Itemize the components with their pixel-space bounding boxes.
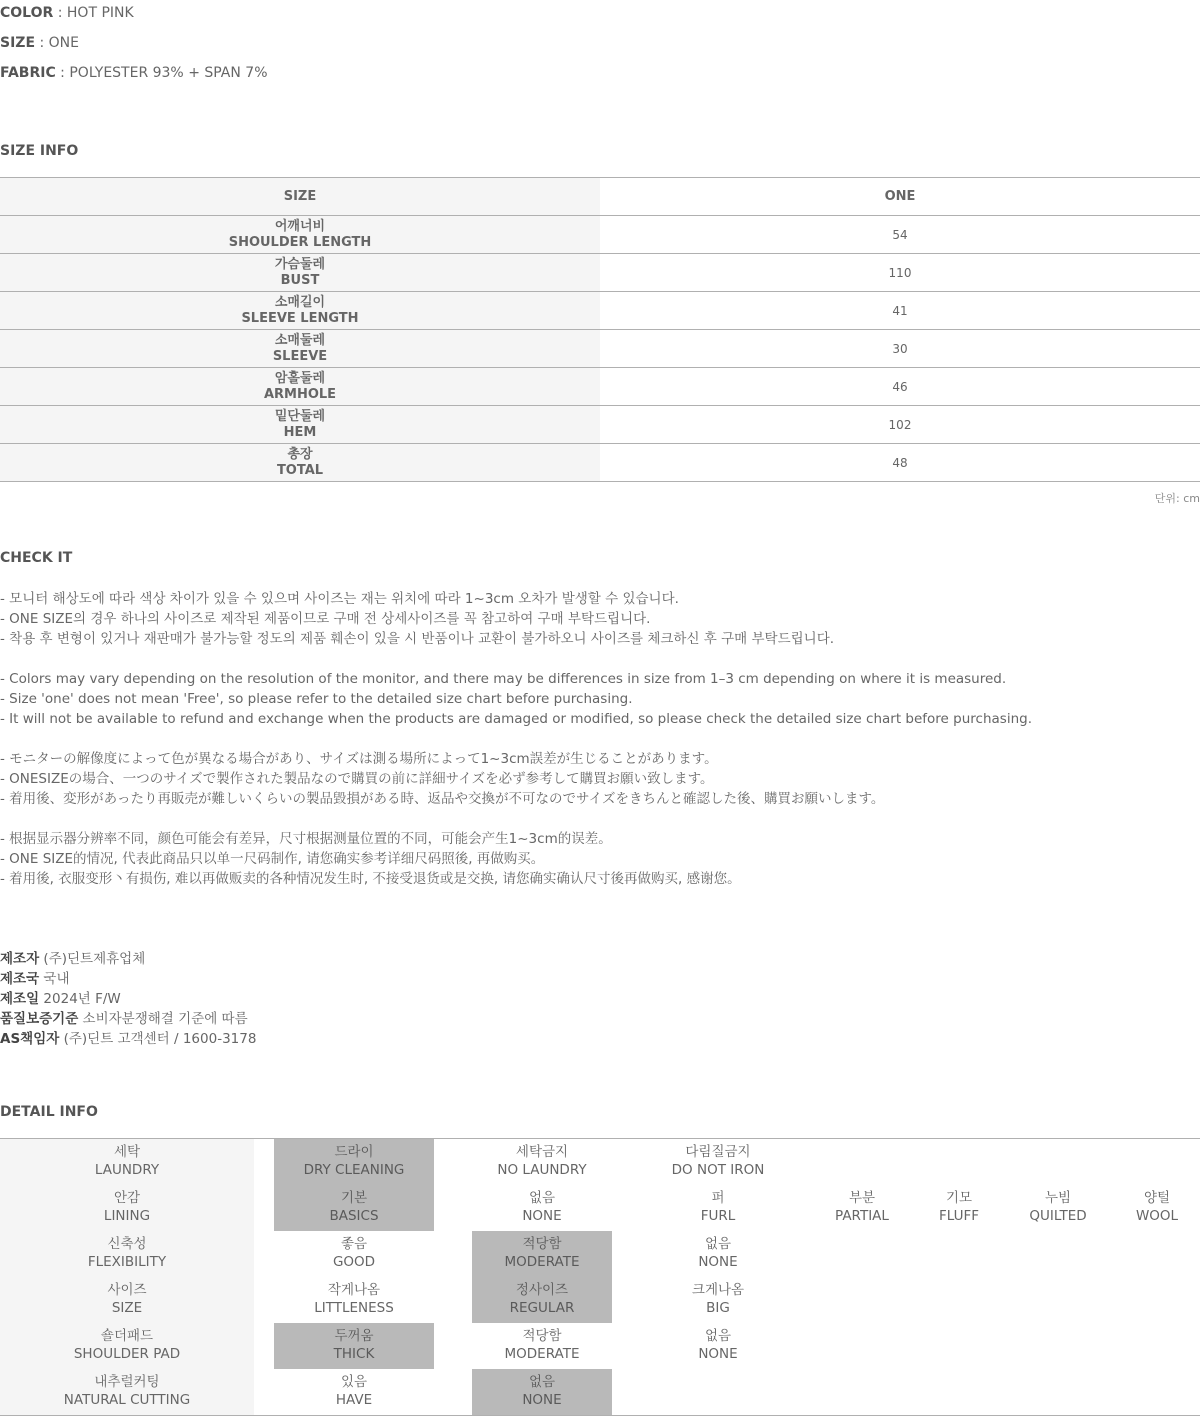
check-line: - 착용 후 변형이 있거나 재판매가 불가능할 정도의 제품 훼손이 있을 시 반품이나 교환이 불가하오니 사이즈를 체크하신 후 구매 부탁드립니다. bbox=[0, 631, 835, 647]
measure-label-en: SHOULDER LENGTH bbox=[228, 234, 372, 250]
detail-option-en: NONE bbox=[522, 1208, 562, 1224]
check-group-japanese bbox=[0, 749, 1200, 809]
detail-option bbox=[648, 1277, 788, 1323]
spec-value: ONE bbox=[48, 35, 79, 51]
manufacturer-label: 제조국 bbox=[0, 971, 40, 987]
manufacturer-value: 2024년 F/W bbox=[43, 991, 121, 1007]
measure-value: 110 bbox=[600, 254, 1200, 292]
measure-value: 48 bbox=[600, 444, 1200, 482]
detail-option bbox=[274, 1277, 434, 1323]
detail-option-ko: 없음 bbox=[704, 1328, 732, 1344]
manufacturer-line bbox=[0, 989, 256, 1009]
detail-option bbox=[648, 1323, 788, 1369]
detail-option-en: QUILTED bbox=[1029, 1208, 1087, 1224]
check-group-korean bbox=[0, 589, 1200, 649]
detail-option-ko: 있음 bbox=[340, 1374, 368, 1390]
measure-value: 102 bbox=[600, 406, 1200, 444]
detail-info-title: DETAIL INFO bbox=[0, 1104, 98, 1120]
detail-option-en: GOOD bbox=[332, 1254, 376, 1270]
measure-label-en: HEM bbox=[283, 424, 317, 440]
check-line: - Size 'one' does not mean 'Free', so please refer to the detailed size chart before purchasing. bbox=[0, 691, 633, 707]
check-line: - Colors may vary depending on the resolution of the monitor, and there may be differences in size from 1–3 cm depending on where it is measured. bbox=[0, 671, 1007, 687]
detail-row-label bbox=[0, 1231, 254, 1277]
detail-option-ko: 부분 bbox=[848, 1190, 876, 1206]
detail-option-ko: 기모 bbox=[945, 1190, 973, 1206]
measure-value: 54 bbox=[600, 216, 1200, 254]
measure-label bbox=[0, 254, 600, 292]
table-row bbox=[0, 406, 1200, 444]
measure-value: 46 bbox=[600, 368, 1200, 406]
manufacturer-line bbox=[0, 1009, 256, 1029]
detail-option-ko: 두꺼움 bbox=[334, 1328, 374, 1344]
measure-label-en: TOTAL bbox=[276, 462, 324, 478]
detail-option bbox=[648, 1139, 788, 1185]
detail-label-ko: 사이즈 bbox=[107, 1282, 147, 1298]
measure-label bbox=[0, 406, 600, 444]
detail-option bbox=[472, 1277, 612, 1323]
table-row bbox=[0, 216, 1200, 254]
detail-option-ko: 없음 bbox=[704, 1236, 732, 1252]
detail-row-label bbox=[0, 1369, 254, 1415]
detail-option-en: FURL bbox=[700, 1208, 736, 1224]
measure-value: 30 bbox=[600, 330, 1200, 368]
spec-color bbox=[0, 4, 134, 22]
detail-option-en: REGULAR bbox=[509, 1300, 575, 1316]
table-row bbox=[0, 368, 1200, 406]
spec-separator: : bbox=[35, 35, 49, 51]
spec-size bbox=[0, 34, 79, 52]
manufacturer-value: 소비자분쟁해결 기준에 따름 bbox=[82, 1011, 248, 1027]
detail-option-en: HAVE bbox=[335, 1392, 373, 1408]
detail-label-en: LINING bbox=[103, 1208, 151, 1224]
check-line: - It will not be available to refund and exchange when the products are damaged or modified, so please check the detailed size chart before purchasing. bbox=[0, 711, 1032, 727]
spec-fabric bbox=[0, 64, 268, 82]
detail-label-ko: 내추럴커팅 bbox=[94, 1374, 160, 1390]
detail-option-en: NONE bbox=[698, 1346, 738, 1362]
measure-label-ko: 소매길이 bbox=[274, 294, 326, 310]
detail-label-ko: 신축성 bbox=[107, 1236, 147, 1252]
detail-option bbox=[472, 1323, 612, 1369]
detail-option bbox=[648, 1231, 788, 1277]
detail-option-ko: 정사이즈 bbox=[515, 1282, 569, 1298]
check-line: - ONE SIZE의 경우 하나의 사이즈로 제작된 제품이므로 구매 전 상세사이즈를 꼭 참고하여 구매 부탁드립니다. bbox=[0, 611, 651, 627]
measure-label bbox=[0, 216, 600, 254]
detail-option bbox=[274, 1323, 434, 1369]
detail-option bbox=[812, 1185, 912, 1231]
detail-option-en: FLUFF bbox=[938, 1208, 980, 1224]
measure-label-en: SLEEVE LENGTH bbox=[241, 310, 359, 326]
measure-label bbox=[0, 368, 600, 406]
detail-option bbox=[472, 1231, 612, 1277]
detail-option-ko: 퍼 bbox=[711, 1190, 725, 1206]
detail-option-ko: 없음 bbox=[528, 1190, 556, 1206]
detail-row-label bbox=[0, 1323, 254, 1369]
spec-value: POLYESTER 93% + SPAN 7% bbox=[69, 65, 268, 81]
detail-option-ko: 적당함 bbox=[522, 1236, 562, 1252]
manufacturer-label: 제조일 bbox=[0, 991, 40, 1007]
manufacturer-value: (주)딘트 고객센터 / 1600-3178 bbox=[63, 1031, 257, 1047]
measure-label-ko: 소매둘레 bbox=[274, 332, 326, 348]
detail-option-ko: 양털 bbox=[1143, 1190, 1171, 1206]
detail-option-ko: 적당함 bbox=[522, 1328, 562, 1344]
detail-option-ko: 작게나옴 bbox=[327, 1282, 381, 1298]
detail-option-en: WOOL bbox=[1135, 1208, 1179, 1224]
check-line: - 모니터 해상도에 따라 색상 차이가 있을 수 있으며 사이즈는 재는 위치에 따라 1~3cm 오차가 발생할 수 있습니다. bbox=[0, 591, 679, 607]
detail-option bbox=[274, 1369, 434, 1415]
check-line: - ONESIZEの場合、一つのサイズで製作された製品なので購買の前に詳細サイズを必ず参考して購買お願い致します。 bbox=[0, 771, 714, 787]
size-info-title: SIZE INFO bbox=[0, 143, 79, 159]
table-row bbox=[0, 292, 1200, 330]
detail-option bbox=[472, 1139, 612, 1185]
detail-row-label bbox=[0, 1185, 254, 1231]
measure-label-en: SLEEVE bbox=[272, 348, 328, 364]
detail-label-en: LAUNDRY bbox=[94, 1162, 160, 1178]
detail-option-ko: 누빔 bbox=[1044, 1190, 1072, 1206]
detail-option-ko: 크게나옴 bbox=[691, 1282, 745, 1298]
detail-option-ko: 다림질금지 bbox=[685, 1144, 751, 1160]
measure-label-en: BUST bbox=[280, 272, 320, 288]
unit-note: 단위: cm bbox=[1154, 492, 1200, 505]
spec-label: SIZE bbox=[0, 35, 36, 51]
spec-separator: : bbox=[53, 5, 67, 21]
measure-label-ko: 암홀둘레 bbox=[274, 370, 326, 386]
check-line: - ONE SIZE的情况, 代表此商品只以单一尺码制作, 请您确实参考详细尺码照後, 再做购买。 bbox=[0, 851, 545, 867]
detail-option bbox=[914, 1185, 1004, 1231]
detail-option-en: THICK bbox=[333, 1346, 375, 1362]
manufacturer-label: 품질보증기준 bbox=[0, 1011, 79, 1027]
detail-option-en: DRY CLEANING bbox=[303, 1162, 405, 1178]
manufacturer-value: 국내 bbox=[43, 971, 70, 987]
detail-option bbox=[472, 1369, 612, 1415]
size-header-label: SIZE bbox=[0, 178, 600, 216]
table-row bbox=[0, 444, 1200, 482]
detail-option-en: LITTLENESS bbox=[314, 1300, 394, 1316]
detail-option-en: NO LAUNDRY bbox=[497, 1162, 587, 1178]
spec-label: FABRIC bbox=[0, 65, 56, 81]
measure-label bbox=[0, 292, 600, 330]
detail-option-en: MODERATE bbox=[504, 1346, 580, 1362]
manufacturer-info bbox=[0, 949, 256, 1049]
detail-label-ko: 숄더패드 bbox=[100, 1328, 154, 1344]
detail-option bbox=[1114, 1185, 1200, 1231]
manufacturer-label: 제조자 bbox=[0, 951, 40, 967]
detail-row-label bbox=[0, 1139, 254, 1185]
table-row bbox=[0, 330, 1200, 368]
measure-label-en: ARMHOLE bbox=[263, 386, 337, 402]
check-line: - モニターの解像度によって色が異なる場合があり、サイズは測る場所によって1~3cm誤差が生じることがあります。 bbox=[0, 751, 718, 767]
spec-value: HOT PINK bbox=[66, 5, 134, 21]
measure-label-ko: 가슴둘레 bbox=[274, 256, 326, 272]
measure-label bbox=[0, 444, 600, 482]
spec-label: COLOR bbox=[0, 5, 54, 21]
detail-option-ko: 세탁금지 bbox=[515, 1144, 569, 1160]
manufacturer-label: AS책임자 bbox=[0, 1031, 60, 1047]
size-table-header bbox=[0, 178, 1200, 216]
measure-label-ko: 밑단둘레 bbox=[274, 408, 326, 424]
measure-label-ko: 총장 bbox=[287, 446, 313, 462]
size-table bbox=[0, 177, 1200, 482]
detail-label-en: FLEXIBILITY bbox=[87, 1254, 167, 1270]
detail-label-ko: 안감 bbox=[113, 1190, 141, 1206]
check-line: - 着用後、変形があったり再販売が難しいくらいの製品毀損がある時、返品や交換が不可なのでサイズをきちんと確認した後、購買お願いします。 bbox=[0, 791, 885, 807]
detail-option-en: MODERATE bbox=[504, 1254, 580, 1270]
detail-option-en: PARTIAL bbox=[835, 1208, 889, 1224]
table-row bbox=[0, 254, 1200, 292]
detail-option bbox=[274, 1185, 434, 1231]
check-group-english bbox=[0, 669, 1200, 729]
detail-option-ko: 기본 bbox=[340, 1190, 368, 1206]
size-header-value: ONE bbox=[600, 178, 1200, 216]
detail-option-en: BASICS bbox=[329, 1208, 379, 1224]
detail-label-en: NATURAL CUTTING bbox=[63, 1392, 191, 1408]
check-line: - 着用後, 衣服变形丶有损伤, 难以再做贩卖的各种情况发生时, 不接受退货或是交换, 请您确实确认尺寸後再做购买, 感谢您。 bbox=[0, 871, 741, 887]
detail-label-en: SHOULDER PAD bbox=[73, 1346, 181, 1362]
detail-row-label bbox=[0, 1277, 254, 1323]
detail-option-en: NONE bbox=[522, 1392, 562, 1408]
detail-option-en: DO NOT IRON bbox=[671, 1162, 765, 1178]
detail-option-ko: 없음 bbox=[528, 1374, 556, 1390]
spec-separator: : bbox=[55, 65, 70, 81]
detail-info-grid bbox=[0, 1138, 1200, 1417]
check-line: - 根据显示器分辨率不同，颜色可能会有差异，尺寸根据测量位置的不同，可能会产生1~3cm的误差。 bbox=[0, 831, 612, 847]
detail-option bbox=[274, 1231, 434, 1277]
detail-option-en: NONE bbox=[698, 1254, 738, 1270]
detail-option bbox=[648, 1185, 788, 1231]
measure-label-ko: 어깨너비 bbox=[274, 218, 326, 234]
detail-option-en: BIG bbox=[706, 1300, 730, 1316]
detail-option bbox=[274, 1139, 434, 1185]
detail-option bbox=[1008, 1185, 1108, 1231]
measure-label bbox=[0, 330, 600, 368]
manufacturer-value: (주)딘트제휴업체 bbox=[43, 951, 146, 967]
detail-option-ko: 드라이 bbox=[334, 1144, 374, 1160]
manufacturer-line bbox=[0, 1029, 256, 1049]
detail-option bbox=[472, 1185, 612, 1231]
measure-value: 41 bbox=[600, 292, 1200, 330]
manufacturer-line bbox=[0, 949, 256, 969]
manufacturer-line bbox=[0, 969, 256, 989]
check-group-chinese bbox=[0, 829, 1200, 889]
check-it-title: CHECK IT bbox=[0, 550, 73, 566]
detail-option-ko: 좋음 bbox=[340, 1236, 368, 1252]
detail-label-ko: 세탁 bbox=[113, 1144, 141, 1160]
detail-label-en: SIZE bbox=[111, 1300, 143, 1316]
